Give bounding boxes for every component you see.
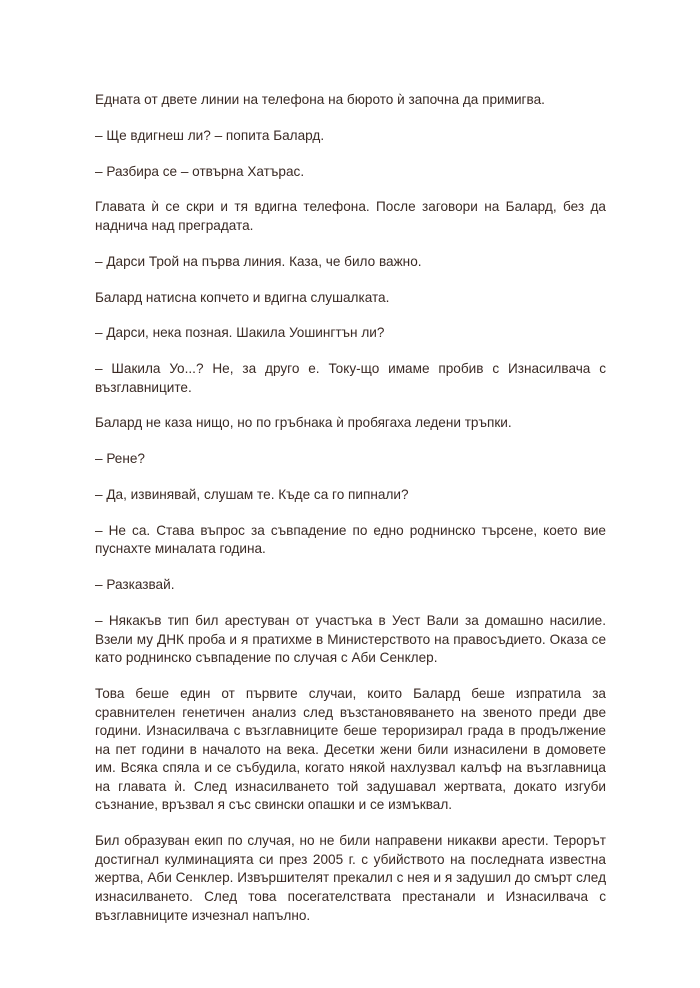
paragraph: Това беше един от първите случаи, които Балард беше изпратила за сравнителен генетичен анализ след възстановяването на звеното преди две години. Изнасилвача с възглавниците беше тероризирал града в продължение на пет години в началото на века. Десетки жени били изнасилени в домовете им. Всяка спяла и се събудила, когато някой нахлузвал калъф на възглавница на главата ѝ. След изнасилването той задушавал жертвата, докато изгуби съзнание, връзвал я със свински опашки и се измъквал. [95, 685, 606, 813]
document-body [95, 91, 606, 942]
paragraph: – Дарси, нека позная. Шакила Уошингтън ли? [95, 325, 385, 341]
paragraph: – Разказвай. [95, 577, 175, 593]
paragraph: – Да, извинявай, слушам те. Къде са го пипнали? [95, 487, 409, 502]
paragraph: Главата ѝ се скри и тя вдигна телефона. После заговори на Балард, без да надничa над преградата. [95, 199, 606, 233]
paragraph: – Разбира се – отвърна Хатърас. [95, 163, 305, 179]
paragraph: – Някакъв тип бил арестуван от участъка в Уест Вали за домашно насилие. Взели му ДНК проба и я пратихме в Министерството на правосъдието. Оказа се като роднинско съвпадение по случая с Аби Сенклер. [95, 612, 606, 666]
paragraph: – Ще вдигнеш ли? – попита Балард. [95, 127, 325, 143]
paragraph: Балард не каза нищо, но по гръбнака ѝ пробягаха ледени тръпки. [95, 415, 512, 431]
paragraph: Бил образуван екип по случая, но не били направени никакви арести. Терорът достигнал кулминацията си през 2005 г. с убийството на последната известна жертва, Аби Сенклер. Извършителят прекалил с нея и я задушил до смърт след изнасилването. След това посегателствата престанали и Изнасилвача с възглавниците изчезнал напълно. [95, 833, 606, 923]
paragraph: Балард натисна копчето и вдигна слушалката. [95, 289, 390, 305]
paragraph: – Не са. Става въпрос за съвпадение по едно роднинско търсене, което вие пуснахте миналата година. [95, 522, 606, 557]
paragraph: Едната от двете линии на телефона на бюрото ѝ започна да примигва. [95, 92, 545, 107]
paragraph: – Рене? [95, 451, 145, 467]
paragraph: – Шакила Уо...? Не, за друго е. Току-що имаме пробив с Изнасилвача с възглавниците. [95, 361, 606, 395]
paragraph: – Дарси Трой на първа линия. Каза, че било важно. [95, 253, 422, 269]
